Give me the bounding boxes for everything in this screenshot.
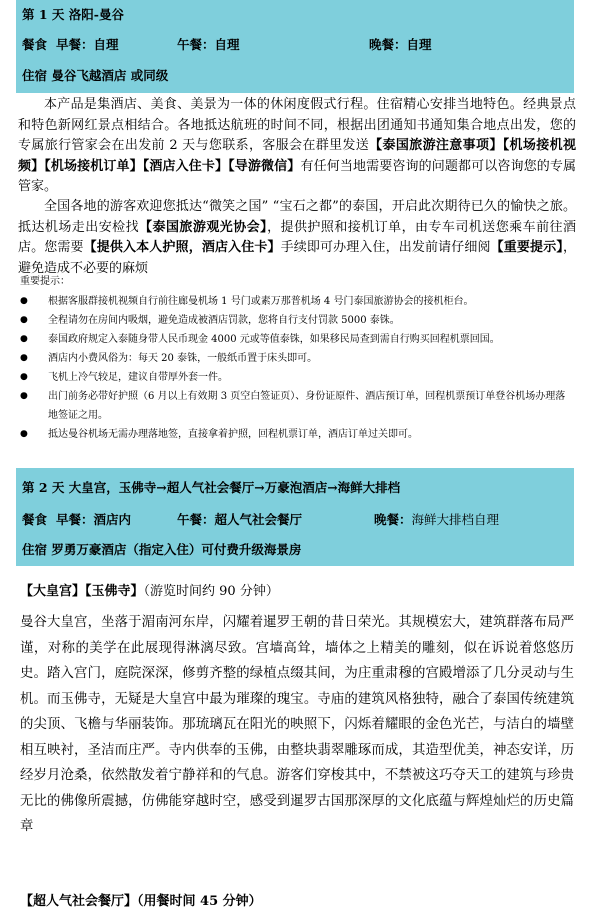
restaurant-heading: 【超人气社会餐厅】（用餐时间 45 分钟）: [20, 894, 262, 909]
list-item: ● 酒店内小费风俗为：每天 20 泰铢，一般纸币置于床头即可。: [18, 349, 574, 368]
day2-meals: [22, 512, 574, 528]
bullet-icon: ●: [20, 296, 28, 306]
tips-title: 重要提示：: [20, 276, 70, 287]
day1-meals: [22, 37, 574, 53]
bullet-icon: ●: [20, 353, 28, 363]
lunch: 午餐：超人气社会餐厅: [177, 512, 303, 527]
bullet-icon: ●: [20, 391, 28, 401]
day2-banner: [16, 468, 574, 566]
meals-label: 餐食: [22, 37, 48, 52]
bullet-icon: ●: [20, 315, 28, 325]
bullet-icon: ●: [20, 334, 28, 344]
dinner: 晚餐：自理: [369, 37, 432, 52]
meals-label: 餐食: [22, 512, 48, 527]
list-item: ● 抵达曼谷机场无需办理落地签，直接拿着护照，回程机票订单，酒店订单过关即可。: [18, 425, 574, 444]
list-item: ● 根据客服群接机视频自行前往廊曼机场 1 号门或素万那普机场 4 号门泰国旅游协会的接机柜台。: [18, 292, 574, 311]
day2-title: 第 2 天 大皇宫，玉佛寺→超人气社会餐厅→万豪泡酒店→海鲜大排档: [22, 480, 401, 495]
list-item: ● 出门前务必带好护照（6 月以上有效期 3 页空白签证页）、身份证原件、酒店预订单，回程机票预订单登谷机场办理落地签证之用。: [18, 387, 574, 425]
list-item: ● 泰国政府规定入泰随身带人民币现金 4000 元或等值泰铢，如果移民局查到需自行购买回程机票回国。: [18, 330, 574, 349]
bullet-icon: ●: [20, 372, 28, 382]
intro-paragraph-1: 本产品是集酒店、美食、美景为一体的休闲度假式行程。住宿精心安排当地特色。经典景点和特色新网红景点相结合。各地抵达航班的时间不同，根据出团通知书通知集合地点出发，您的专属旅行管家会在出发前 2 天与您联系，客服会在群里发送【泰国旅游注意事项】【机场接机视频】【机场接机订单】【酒店入住卡】【导游微信】有任何当地需要咨询的问题都可以咨询您的专属管家。: [18, 97, 576, 194]
list-item: ● 全程请勿在房间内吸烟，避免造成被酒店罚款，您将自行支付罚款 5000 泰铢。: [18, 311, 574, 330]
palace-description: 曼谷大皇宫，坐落于湄南河东岸，闪耀着暹罗王朝的昔日荣光。其规模宏大，建筑群落布局严谨，对称的美学在此展现得淋漓尽致。宫墙高耸，墙体之上精美的雕刻，似在诉说着悠悠历史。踏入宫门，庭院深深，修剪齐整的绿植点缀其间，为庄重肃穆的宫殿增添了几分灵动与生机。而玉佛寺，无疑是大皇宫中最为璀璨的瑰宝。寺庙的建筑风格独特，融合了泰国传统建筑的尖顶、飞檐与华丽装饰。那琉璃瓦在阳光的映照下，闪烁着耀眼的金色光芒，与洁白的墙壁相互映衬，圣洁而庄严。寺内供奉的玉佛，由整块翡翠雕琢而成，其造型优美，神态安详，历经岁月沧桑，依然散发着宁静祥和的气息。游客们穿梭其中，不禁被这巧夺天工的建筑与珍贵无比的佛像所震撼，仿佛能穿越时空，感受到暹罗古国那深厚的文化底蕴与辉煌灿烂的历史篇章: [20, 615, 574, 834]
list-item: ● 飞机上冷气较足，建议自带厚外套一件。: [18, 368, 574, 387]
palace-heading: 【大皇宫】【玉佛寺】（游览时间约 90 分钟）: [20, 584, 279, 599]
lunch: 午餐：自理: [177, 37, 240, 52]
day1-banner: [16, 0, 574, 93]
day2-hotel: 住宿 罗勇万豪酒店（指定入住）可付费升级海景房: [22, 542, 302, 557]
intro-paragraph-2: 全国各地的游客欢迎您抵达“微笑之国” “宝石之都”的泰国，开启此次期待已久的愉快之旅。抵达机场走出安检找【泰国旅游观光协会】，提供护照和接机订单，由专车司机送您乘车前往酒店。您需要【提供入本人护照，酒店入住卡】手续即可办理入住，出发前请仔细阅【重要提示】，避免造成不必要的麻烦: [18, 199, 576, 276]
breakfast: 早餐：酒店内: [56, 512, 132, 527]
day1-title: 第 1 天 洛阳-曼谷: [22, 7, 124, 22]
tips-list: [18, 292, 574, 444]
dinner: 晚餐：海鲜大排档自理: [374, 512, 500, 527]
bullet-icon: ●: [20, 429, 28, 439]
intro-bold-items: 【泰国旅游注意事项】【机场接机视频】【机场接机订单】【酒店入住卡】【导游微信】: [18, 138, 576, 174]
day1-hotel: 住宿 曼谷飞越酒店 或同级: [22, 68, 169, 83]
breakfast: 早餐：自理: [56, 37, 119, 52]
